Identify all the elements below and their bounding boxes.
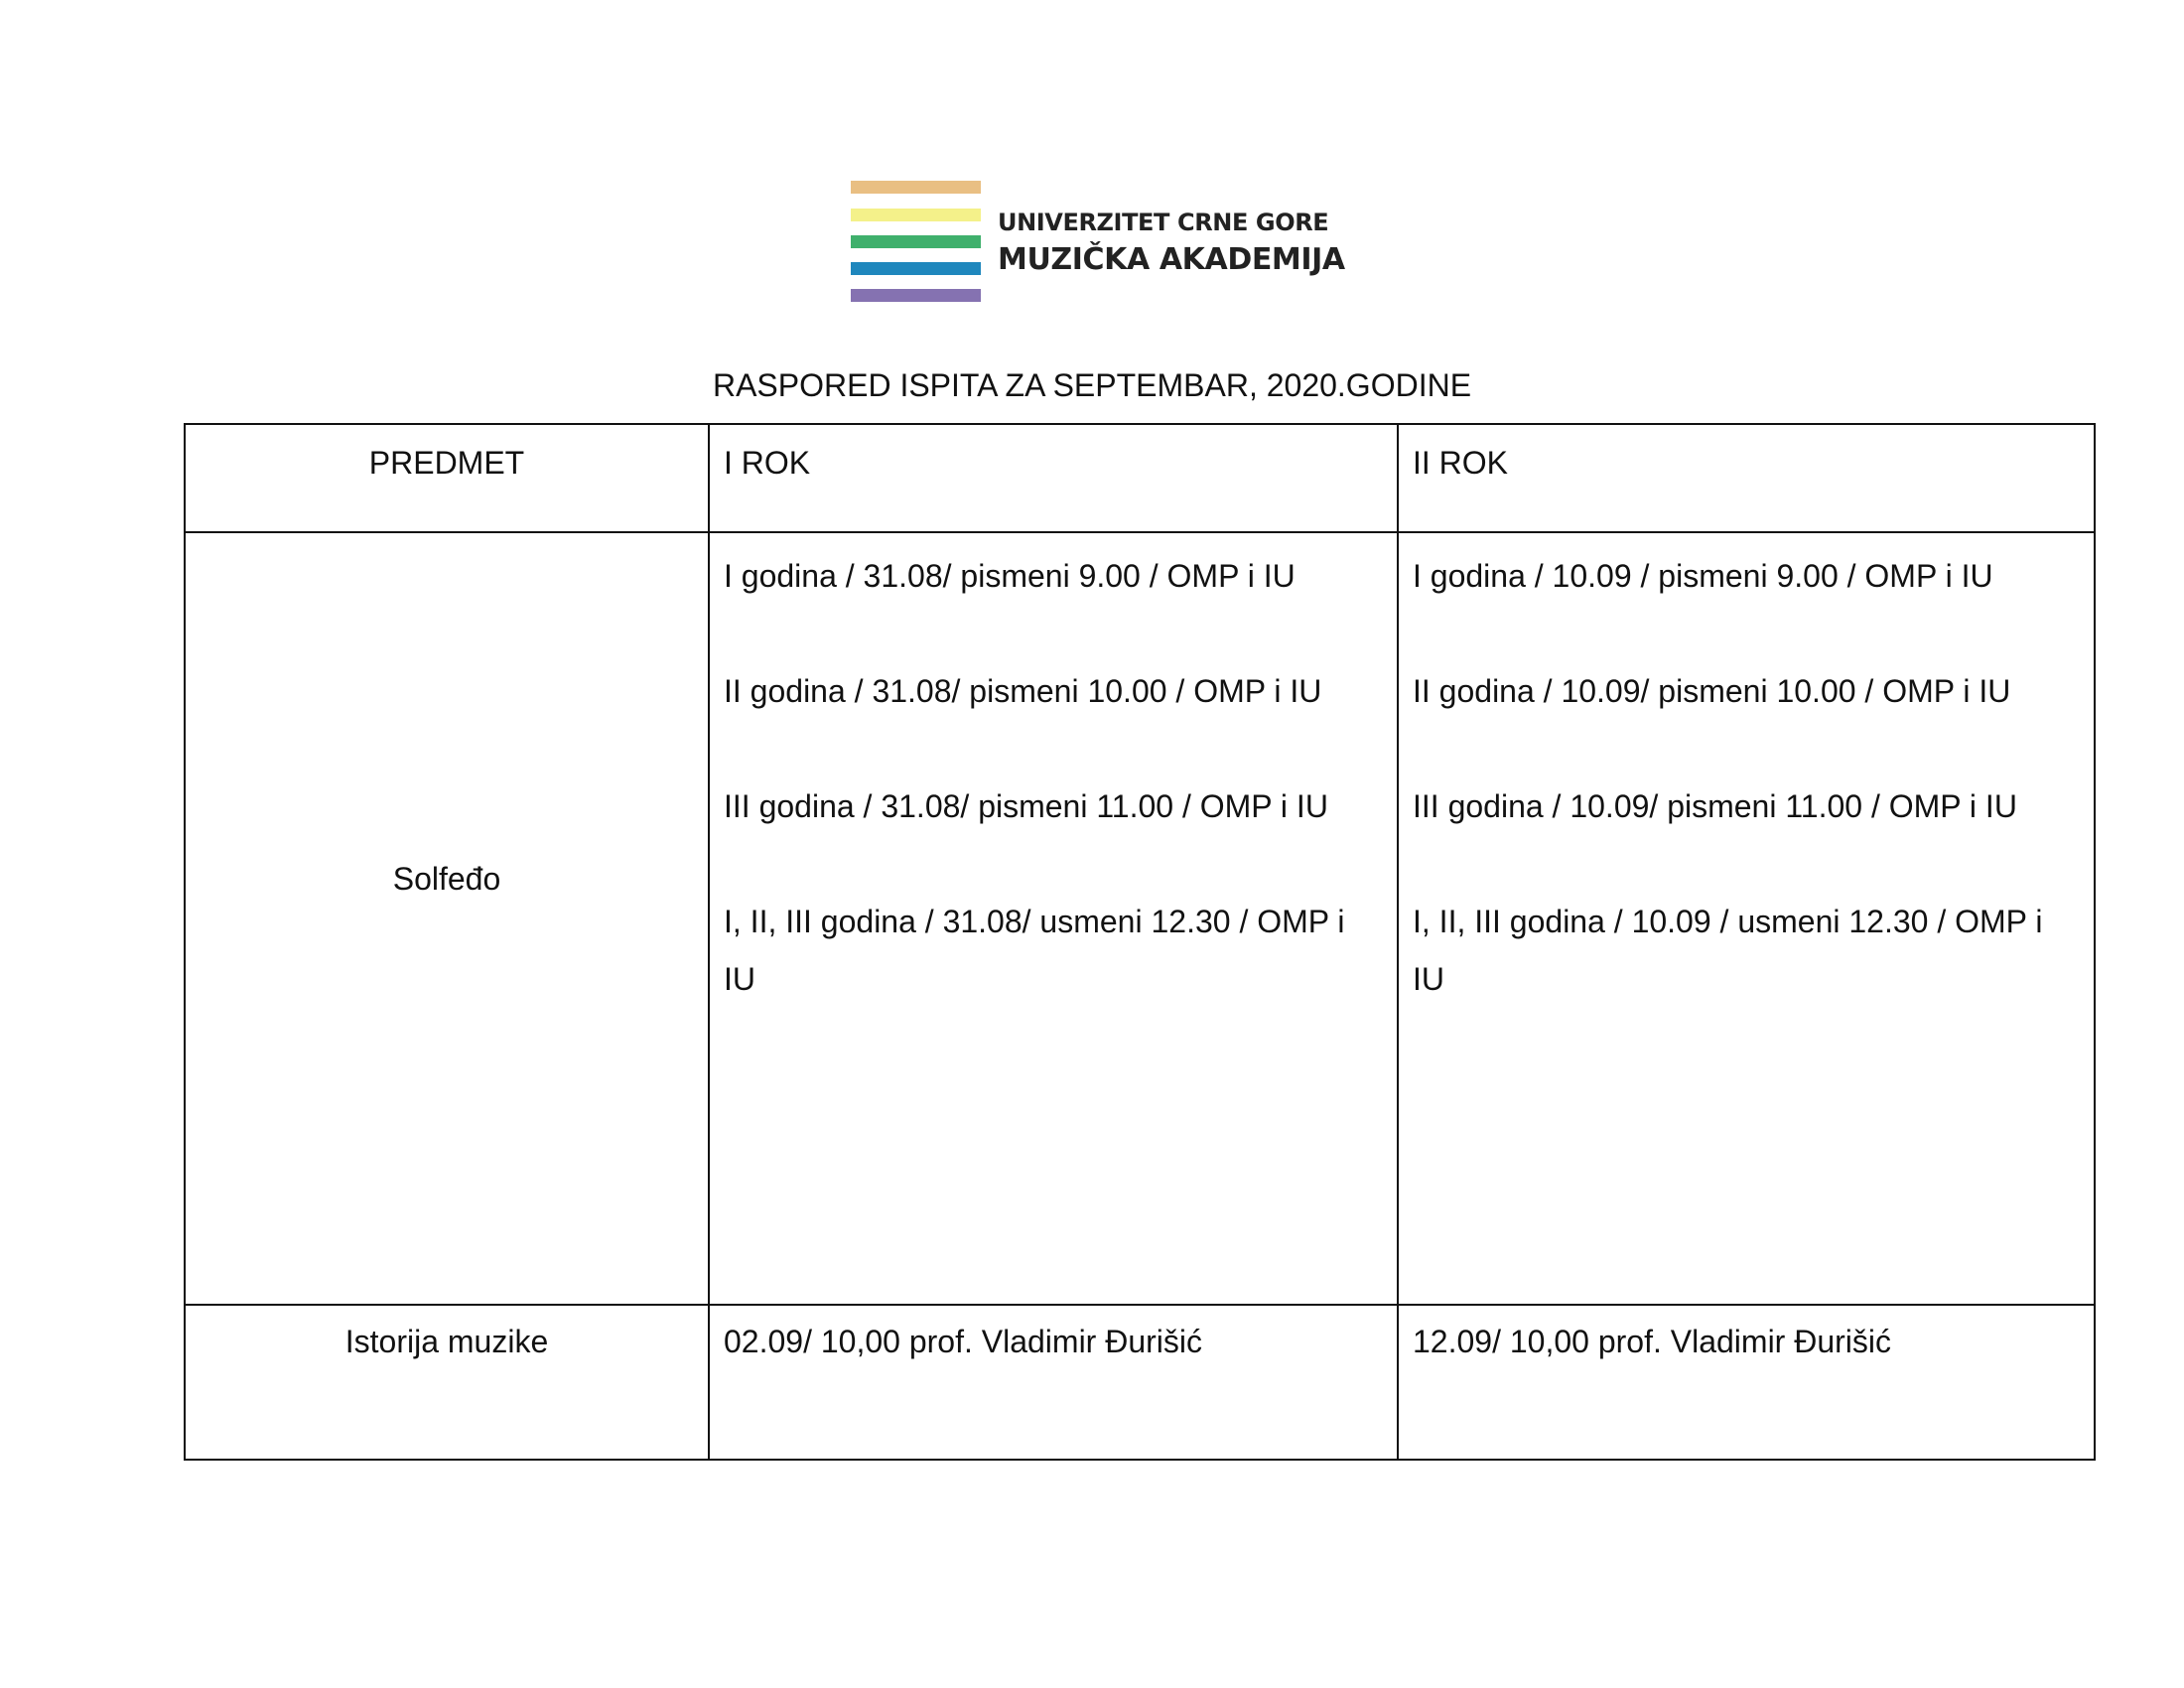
logo-bar-green: [851, 235, 981, 248]
subject-cell: Istorija muzike: [185, 1305, 709, 1460]
logo-faculty-name: MUZIČKA AKADEMIJA: [998, 242, 1345, 277]
logo-bar-orange: [851, 181, 981, 194]
subject-name: Solfeđo: [392, 860, 501, 897]
exam-slot: I godina / 10.09 / pismeni 9.00 / OMP i IU: [1413, 558, 1993, 594]
table-row: [185, 532, 2095, 1305]
exam-slot: I, II, III godina / 31.08/ usmeni 12.30 / OMP i IU: [724, 904, 1345, 997]
exam-schedule-table: [184, 423, 2096, 1461]
header-rok-1: I ROK: [709, 424, 1398, 532]
header-subject: PREDMET: [185, 424, 709, 532]
logo-bar-blue: [851, 262, 981, 275]
rok-2-cell: [1398, 532, 2095, 1305]
exam-slot: I, II, III godina / 10.09 / usmeni 12.30 / OMP i IU: [1413, 904, 2043, 997]
header-rok-2: II ROK: [1398, 424, 2095, 532]
exam-slot: II godina / 31.08/ pismeni 10.00 / OMP i IU: [724, 673, 1322, 709]
logo-university-name: UNIVERZITET CRNE GORE: [998, 209, 1329, 236]
subject-cell: [185, 532, 709, 1305]
exam-slot: I godina / 31.08/ pismeni 9.00 / OMP i IU: [724, 558, 1296, 594]
exam-slot: II godina / 10.09/ pismeni 10.00 / OMP i IU: [1413, 673, 2011, 709]
exam-slot: III godina / 10.09/ pismeni 11.00 / OMP i IU: [1413, 788, 2017, 824]
rok-1-cell: 02.09/ 10,00 prof. Vladimir Đurišić: [709, 1305, 1398, 1460]
document-title: RASPORED ISPITA ZA SEPTEMBAR, 2020.GODINE: [712, 367, 1472, 403]
logo-bar-purple: [851, 289, 981, 302]
table-header-row: [185, 424, 2095, 532]
exam-slot: III godina / 31.08/ pismeni 11.00 / OMP i IU: [724, 788, 1328, 824]
table-row: [185, 1305, 2095, 1460]
university-logo: [851, 179, 1347, 308]
logo-bar-yellow: [851, 209, 981, 221]
rok-2-cell: 12.09/ 10,00 prof. Vladimir Đurišić: [1398, 1305, 2095, 1460]
rok-1-cell: [709, 532, 1398, 1305]
